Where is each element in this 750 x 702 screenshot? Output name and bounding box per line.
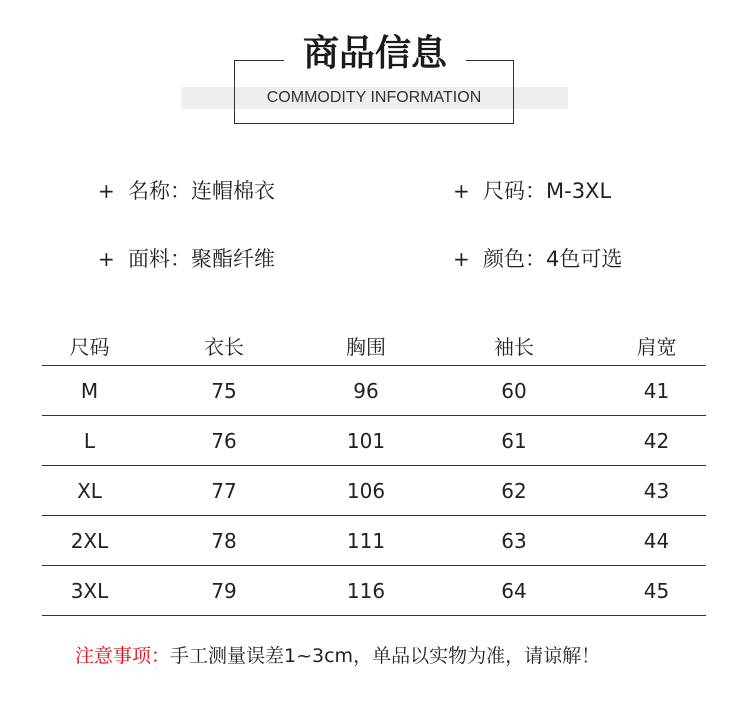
- table-cell: 44: [643, 528, 670, 553]
- table-cell: 75: [211, 378, 237, 403]
- table-cell: 78: [211, 528, 237, 553]
- note-text: 手工测量误差1~3cm，单品以实物为准，请谅解！: [170, 645, 601, 667]
- table-body: [42, 366, 706, 616]
- table-cell: 43: [643, 478, 670, 503]
- table-row: [42, 366, 706, 416]
- table-cell: 62: [501, 478, 527, 503]
- table-cell: L: [83, 428, 96, 453]
- info-value: 4色可选: [546, 247, 623, 271]
- table-header-cell: 袖长: [494, 335, 534, 359]
- table-cell: 2XL: [70, 528, 109, 553]
- table-cell: 60: [501, 378, 527, 403]
- table-cell: 45: [643, 578, 670, 603]
- table-cell: 77: [211, 478, 237, 503]
- plus-icon: +: [453, 247, 470, 271]
- table-cell: 96: [353, 378, 379, 403]
- table-cell: 116: [346, 578, 386, 603]
- note-label: 注意事项：: [75, 645, 171, 667]
- info-label: 颜色：: [483, 247, 546, 271]
- table-cell: 41: [643, 378, 670, 403]
- table-header-cell: 尺码: [69, 335, 110, 359]
- page-subtitle: COMMODITY INFORMATION: [266, 89, 482, 106]
- table-cell: 79: [211, 578, 237, 603]
- plus-icon: +: [98, 179, 115, 203]
- table-header-cell: 衣长: [204, 335, 244, 359]
- info-label: 面料：: [128, 247, 191, 271]
- table-cell: 111: [346, 528, 386, 553]
- table-cell: 63: [501, 528, 527, 553]
- table-cell: 42: [643, 428, 670, 453]
- table-cell: 64: [501, 578, 527, 603]
- table-row: [42, 466, 706, 516]
- table-row: [42, 416, 706, 466]
- table-header-row: [42, 326, 706, 366]
- info-value: 连帽棉衣: [191, 179, 275, 203]
- info-item-color: [453, 244, 622, 274]
- info-item-size: [453, 176, 611, 206]
- table-cell: 106: [346, 478, 386, 503]
- table-cell: 101: [346, 428, 386, 453]
- info-item-name: [98, 176, 275, 206]
- info-value: M-3XL: [546, 179, 612, 203]
- plus-icon: +: [98, 247, 115, 271]
- table-cell: 61: [501, 428, 527, 453]
- info-value: 聚酯纤维: [191, 247, 275, 271]
- table-header-cell: 肩宽: [636, 335, 677, 359]
- info-label: 尺码：: [483, 179, 546, 203]
- table-cell: XL: [77, 478, 102, 503]
- table-cell: 3XL: [70, 578, 109, 603]
- measurement-note: [75, 641, 600, 671]
- page-title: 商品信息: [284, 31, 466, 77]
- table-row: [42, 566, 706, 616]
- info-label: 名称：: [128, 179, 191, 203]
- table-row: [42, 516, 706, 566]
- table-cell: M: [80, 378, 99, 403]
- table-cell: 76: [211, 428, 237, 453]
- plus-icon: +: [453, 179, 470, 203]
- size-table: [42, 326, 706, 616]
- info-item-fabric: [98, 244, 275, 274]
- table-header-cell: 胸围: [346, 335, 386, 359]
